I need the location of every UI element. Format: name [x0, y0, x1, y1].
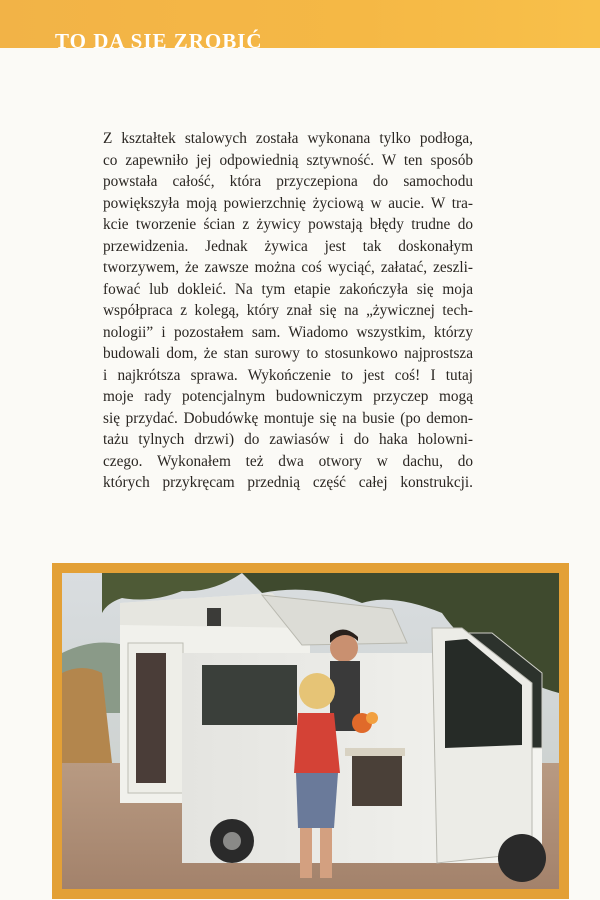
article-line: budowali dom, że stan surowy to stosunkowo najprostsza — [103, 345, 473, 362]
article-line: powiększyła moją powierzchnię życiową w aucie. W tra- — [103, 194, 473, 212]
article-line: czego. Wykonałem też dwa otwory w dachu, do — [103, 452, 473, 470]
section-title: TO DA SIE ZROBIĆ — [55, 29, 263, 53]
article-line: nologii” i pozostałem sam. Wiadomo wszystkim, którzy — [103, 323, 473, 341]
article-line: się przydać. Dobudówkę montuje się na busie (po demon- — [103, 409, 473, 427]
article-line: przewidzenia. Jednak żywica jest tak doskonałym — [103, 237, 473, 255]
article-line: co zapewniło jej odpowiednią sztywność. W ten sposób — [103, 151, 473, 169]
camper-van-photo — [62, 573, 559, 889]
article-line: kcie tworzenie ścian z żywicy powstają błędy trudne do — [103, 216, 473, 233]
article-line: tażu tylnych drzwi) do zawiasów i do haka holowni- — [103, 431, 473, 448]
article-line: moje rady potencjalnym budowniczym przyczep mogą — [103, 388, 473, 405]
article-line: Z kształtek stalowych została wykonana tylko podłoga, — [103, 130, 473, 147]
article-body — [103, 128, 473, 494]
article-line: współpraca z kolegą, który znał się na „żywicznej tech- — [103, 302, 473, 319]
article-line: i najkrótsza sprawa. Wykończenie to jest coś! I tutaj — [103, 366, 473, 384]
photo-frame — [52, 563, 569, 899]
article-line: fować lub dokleić. Na tym etapie zakończyła się moja — [103, 280, 473, 298]
article-line: których przykręcam przednią część całej konstrukcji. — [103, 474, 473, 491]
article-line: tworzywem, że zawsze można coś wyciąć, załatać, zeszli- — [103, 259, 473, 276]
article-line: powstała całość, która przyczepiona do samochodu — [103, 173, 473, 190]
